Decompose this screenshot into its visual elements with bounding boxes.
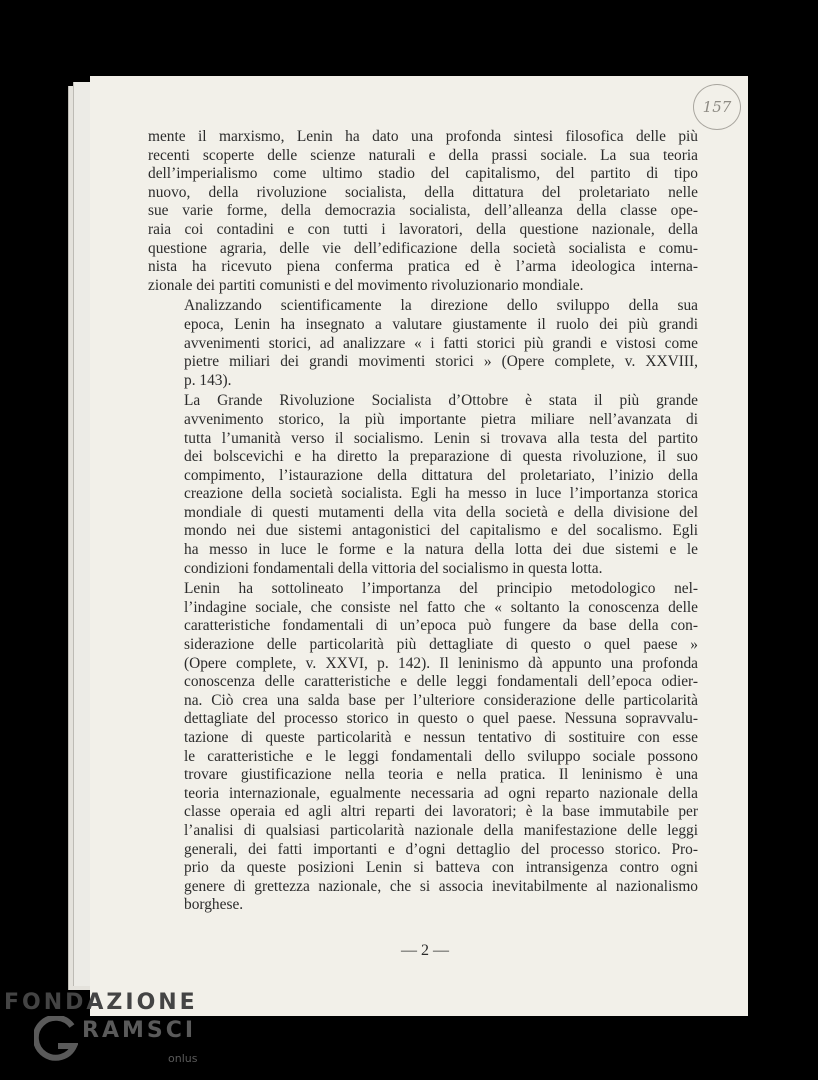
text-line: condizioni fondamentali della vittoria del socialismo in questa lotta.	[184, 559, 603, 577]
text-line: genere di grettezza nazionale, che si associa inevitabilmente al nazionalismo	[184, 877, 698, 895]
text-line: avvenimento storico, la più importante pietra miliare nell’avanzata di	[184, 410, 698, 428]
text-line: le caratteristiche e le leggi fondamentali dello sviluppo sociale possono	[184, 747, 698, 765]
watermark-line2: RAMSCI	[82, 1018, 197, 1043]
page-number: — 2 —	[401, 942, 449, 959]
body-text	[148, 128, 698, 915]
text-line: classe operaia ed agli altri reparti dei lavoratori; è la base immutabile per	[184, 803, 698, 821]
text-line: conoscenza delle caratteristiche e delle leggi fondamentali dell’epoca odier-	[184, 673, 698, 691]
text-line: dettagliate del processo storico in questo o quel paese. Nessuna sopravvalu-	[184, 710, 698, 728]
text-line: recenti scoperte delle scienze naturali e della prassi sociale. La sua teoria	[148, 146, 698, 164]
text-line: Analizzando scientificamente la direzione dello sviluppo della sua	[184, 297, 698, 315]
paragraph	[148, 297, 698, 390]
text-line: na. Ciò crea una salda base per l’ulteriore considerazione delle particolarità	[184, 691, 698, 709]
archive-stamp: 157	[693, 84, 741, 130]
paragraph	[148, 128, 698, 295]
text-line: tutta l’umanità verso il socialismo. Lenin si trovava alla testa del partito	[184, 429, 698, 447]
text-line: (Opere complete, v. XXVI, p. 142). Il leninismo dà appunto una profonda	[184, 654, 698, 672]
text-line: l’analisi di qualsiasi particolarità nazionale della manifestazione delle leggi	[184, 821, 698, 839]
text-line: dell’imperialismo come ultimo stadio del capitalismo, del partito di tipo	[148, 165, 698, 183]
text-line: dei bolscevichi e ha diretto la preparazione di questa rivoluzione, il suo	[184, 448, 698, 466]
text-line: generali, dei fatti importanti e d’ogni dettaglio del processo storico. Pro-	[184, 840, 698, 858]
text-line: prio da queste posizioni Lenin si batteva con intransigenza contro ogni	[184, 859, 698, 877]
text-line: borghese.	[184, 896, 244, 914]
text-line: ha messo in luce le forme e la natura della lotta dei due sistemi e le	[184, 541, 698, 559]
text-line: avvenimenti storici, ad analizzare « i fatti storici più grandi e vistosi come	[184, 334, 698, 352]
text-line: mente il marxismo, Lenin ha dato una profonda sintesi filosofica delle più	[148, 128, 698, 145]
text-line: questione agraria, delle vie dell’edificazione della società socialista e comu-	[148, 239, 698, 257]
text-line: tazione di queste particolarità e nessun tentativo di sostituire con esse	[184, 729, 698, 746]
text-line: siderazione delle particolarità più dettagliate di questo o quel paese »	[184, 636, 698, 654]
text-line: trovare giustificazione nella teoria e nella pratica. Il leninismo è una	[184, 766, 698, 784]
text-line: creazione della società socialista. Egli ha messo in luce l’importanza storica	[184, 485, 698, 503]
text-line: p. 143).	[184, 371, 232, 389]
text-line: nista ha ricevuto piena conferma pratica ed è l’arma ideologica interna-	[148, 258, 698, 276]
text-line: nuovo, della rivoluzione socialista, della dittatura del proletariato nelle	[148, 183, 698, 201]
paragraph	[148, 392, 698, 578]
text-line: caratteristiche fondamentali di un’epoca può fungere da base della con-	[184, 617, 698, 635]
text-line: Lenin ha sottolineato l’importanza del principio metodologico nel-	[184, 580, 698, 598]
text-line: zionale dei partiti comunisti e del movimento rivoluzionario mondiale.	[148, 276, 584, 294]
watermark-line3: onlus	[168, 1052, 198, 1065]
text-line: l’indagine sociale, che consiste nel fatto che « soltanto la conoscenza delle	[184, 598, 698, 616]
text-line: mondiale di questi mutamenti della vita della società e della divisione del	[184, 503, 698, 521]
text-line: La Grande Rivoluzione Socialista d’Ottobre è stata il più grande	[184, 392, 698, 410]
text-line: compimento, l’istaurazione della dittatura del proletariato, l’inizio della	[184, 466, 698, 484]
text-line: sue varie forme, della democrazia socialista, dell’alleanza della classe ope-	[148, 202, 698, 220]
logo-g-icon	[34, 1016, 78, 1064]
text-line: teoria internazionale, egualmente necessaria ad ogni reparto nazionale della	[184, 784, 698, 802]
text-line: epoca, Lenin ha insegnato a valutare giustamente il ruolo dei più grandi	[184, 315, 698, 333]
paragraph	[148, 580, 698, 915]
watermark-line1: FONDAZIONE	[4, 990, 198, 1015]
text-line: mondo nei due sistemi antagonistici del capitalismo e del socalismo. Egli	[184, 522, 698, 540]
text-line: raia coi contadini e con tutti i lavoratori, della questione nazionale, della	[148, 220, 698, 238]
text-line: pietre miliari dei grandi movimenti storici » (Opere complete, v. XXVIII,	[184, 353, 698, 371]
